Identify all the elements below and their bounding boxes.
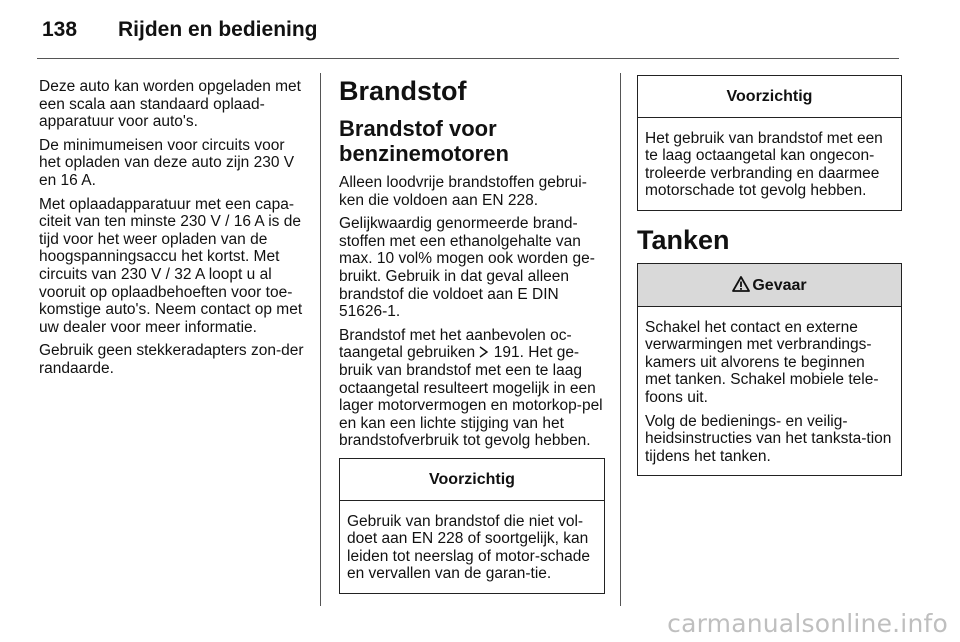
paragraph-text: . Het ge-bruik van brandstof met een te laag octaangetal resulteert mogelijk in een lager motorvermogen en motorkop-pel en kan een lichte stijging van het brandstofverbruik tot gevolg hebben. xyxy=(339,344,603,450)
paragraph: Alleen loodvrije brandstoffen gebrui-ken die voldoen aan EN 228. xyxy=(339,174,587,209)
paragraph xyxy=(339,327,605,450)
danger-text: Schakel het contact en externe verwarmingen met verbrandings-kamers uit alvorens te beginnen met tanken. Schakel mobiele tele-foons uit. xyxy=(645,318,879,406)
paragraph: De minimumeisen voor circuits voor het opladen van deze auto zijn 230 V en 16 A. xyxy=(39,136,295,189)
column-1 xyxy=(39,78,307,384)
column-divider-2 xyxy=(620,73,621,606)
caution-box xyxy=(339,458,605,594)
caution-title: Voorzichtig xyxy=(340,459,604,501)
danger-text: Volg de bedienings- en veilig-heidsinstructies van het tanksta-tion tijdens het tanken. xyxy=(645,412,892,465)
section-heading: Brandstof xyxy=(339,76,467,106)
caution-box xyxy=(637,75,902,211)
danger-header xyxy=(638,264,901,307)
subsection-heading: Brandstof voor benzinemotoren xyxy=(339,116,509,166)
header-divider xyxy=(37,58,899,59)
paragraph-text: Brandstof met het aanbevolen oc-taangetal gebruiken xyxy=(339,326,572,362)
page-header xyxy=(42,18,318,42)
section-heading: Tanken xyxy=(637,224,730,255)
caution-text: Het gebruik van brandstof met een te laag octaangetal kan ongecon-troleerde verbranding en daarmee motorschade tot gevolg hebben. xyxy=(645,129,883,200)
paragraph: Gelijkwaardig genormeerde brand-stoffen met een ethanolgehalte van max. 10 vol% mogen ook worden ge-bruikt. Gebruik in dat geval alleen brandstof die voldoet aan E DIN 51626-1. xyxy=(339,215,595,321)
page-number: 138 xyxy=(42,18,78,41)
page-reference-icon xyxy=(479,346,489,358)
caution-title: Voorzichtig xyxy=(638,76,901,118)
watermark: carmanualsonline.info xyxy=(667,609,948,638)
paragraph: Deze auto kan worden opgeladen met een scala aan standaard oplaad-apparatuur voor auto's. xyxy=(39,78,301,131)
danger-title: Gevaar xyxy=(752,276,807,294)
paragraph: Gebruik geen stekkeradapters zon-der randaarde. xyxy=(39,342,304,377)
column-divider-1 xyxy=(320,73,321,606)
danger-box xyxy=(637,263,902,476)
warning-triangle-icon xyxy=(732,276,750,292)
column-2 xyxy=(339,74,605,594)
page-reference[interactable]: 191 xyxy=(493,344,520,362)
column-3 xyxy=(637,74,902,476)
section-title: Rijden en bediening xyxy=(118,18,318,41)
caution-text: Gebruik van brandstof die niet vol-doet aan EN 228 of soortgelijk, kan leiden tot neerslag of motor-schade en vervallen van de garan-tie. xyxy=(347,512,590,583)
paragraph: Met oplaadapparatuur met een capa-citeit van ten minste 230 V / 16 A is de tijd voor het weer opladen van de hoogspanningsaccu het kortst. Met circuits van 230 V / 32 A loopt u al vooruit op oplaadbehoeften voor toe-komstige auto's. Neem contact op met uw dealer voor meer informatie. xyxy=(39,195,303,336)
